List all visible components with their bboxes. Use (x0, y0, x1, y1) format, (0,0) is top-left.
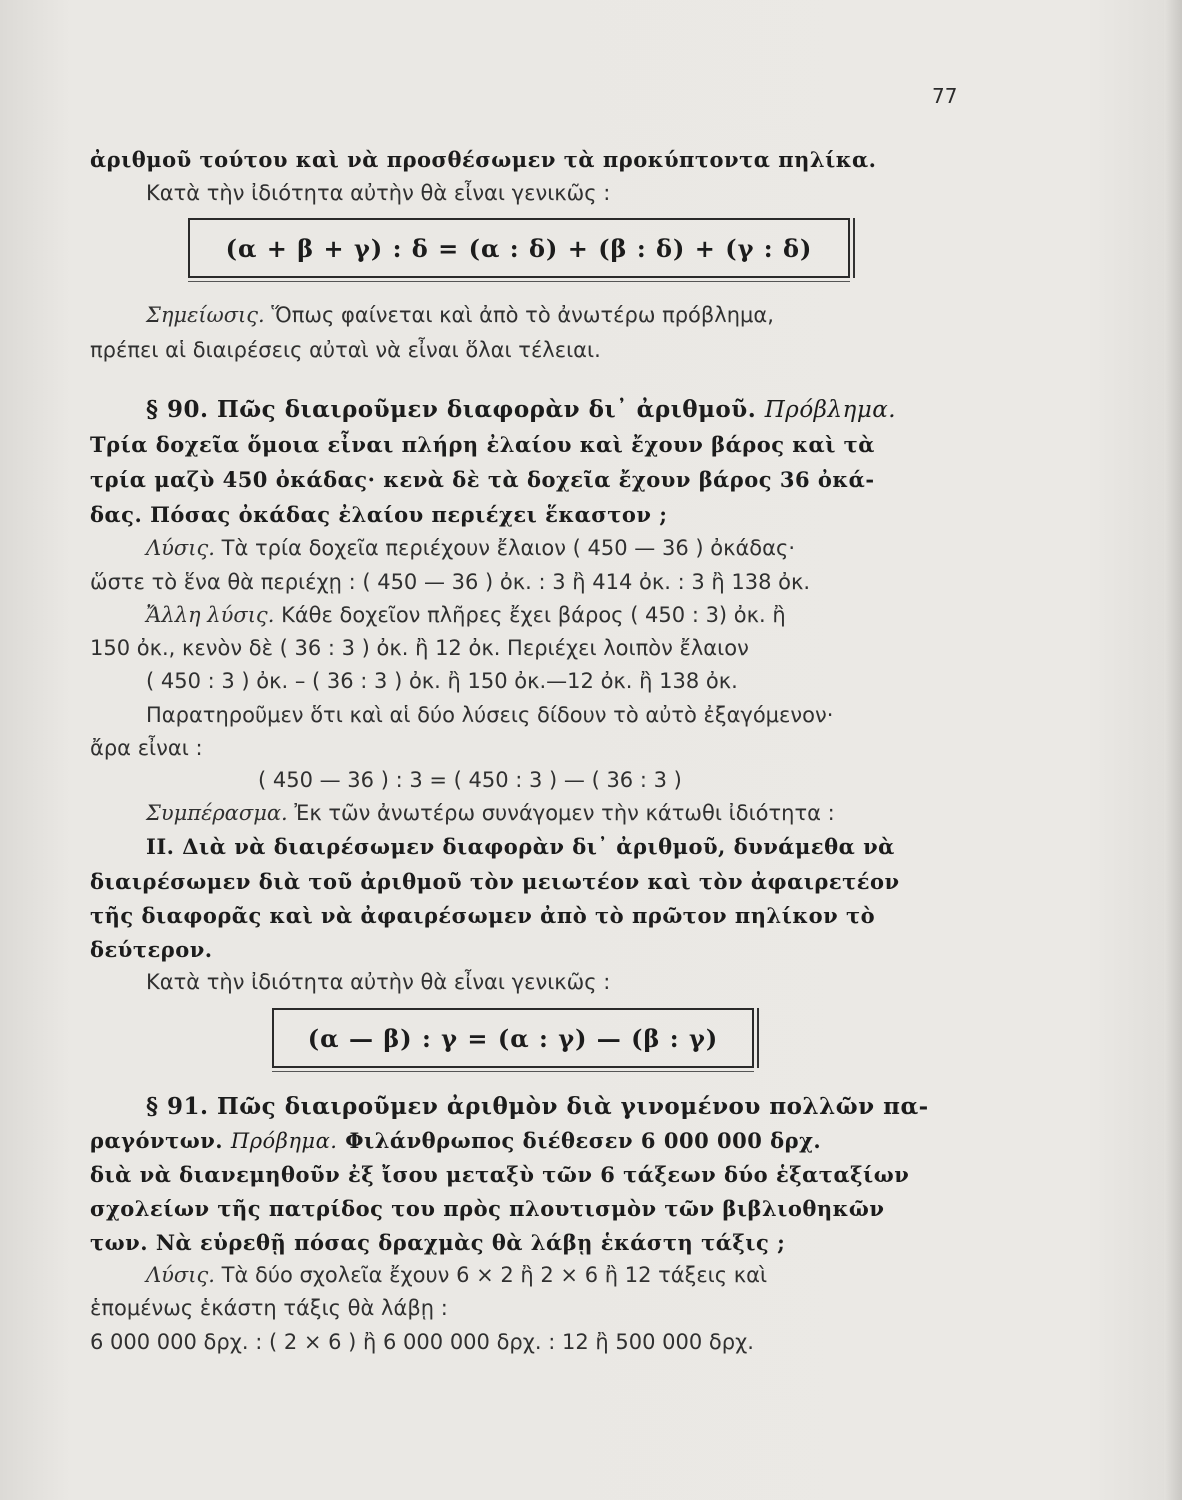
text-line: τρία μαζὺ 450 ὀκάδας· κενὰ δὲ τὰ δοχεῖα ἔχουν βάρος 36 ὀκά- (90, 467, 875, 492)
text-line: ὥστε τὸ ἕνα θὰ περιέχῃ : ( 450 — 36 ) ὀκ. : 3 ἢ 414 ὀκ. : 3 ἢ 138 ὀκ. (90, 570, 811, 594)
formula-sum: (α + β + γ) : δ = (α : δ) + (β : δ) + (γ : δ) (225, 233, 813, 263)
section-91-line (90, 1126, 821, 1156)
text-line: Τρία δοχεῖα ὅμοια εἶναι πλήρη ἐλαίου καὶ ἔχουν βάρος καὶ τὰ (90, 432, 875, 457)
equation-line: ( 450 — 36 ) : 3 = ( 450 : 3 ) — ( 36 : 3 ) (258, 768, 682, 792)
conclusion-label: Συμπέρασμα. (146, 801, 288, 825)
section-91-heading: § 91. Πῶς διαιροῦμεν ἀριθμὸν διὰ γινομένου πολλῶν πα- (146, 1093, 929, 1120)
alt-solution-text: Κάθε δοχεῖον πλῆρες ἔχει βάρος ( 450 : 3) ὀκ. ἢ (281, 603, 786, 627)
section-90-heading (146, 395, 896, 425)
solution-line (146, 1260, 767, 1290)
section-90-title: § 90. Πῶς διαιροῦμεν διαφορὰν δι᾽ ἀριθμοῦ. (146, 396, 757, 423)
text-line: ἑπομένως ἑκάστη τάξις θὰ λάβῃ : (90, 1296, 448, 1320)
rule-line: διαιρέσωμεν διὰ τοῦ ἀριθμοῦ τὸν μειωτέον καὶ τὸν ἀφαιρετέον (90, 869, 900, 894)
text-line: Κατὰ τὴν ἰδιότητα αὐτὴν θὰ εἶναι γενικῶς : (146, 970, 611, 994)
rule-line: δεύτερον. (90, 937, 213, 962)
text-part: ραγόντων. (90, 1128, 224, 1153)
text-line: ἄρα εἶναι : (90, 736, 203, 760)
alt-solution-label: Ἄλλη λύσις. (146, 603, 275, 627)
solution-label: Λύσις. (146, 1263, 215, 1287)
solution-line (146, 533, 795, 563)
problem-label: Πρόβλημα. (764, 397, 897, 423)
rule-line: II. Διὰ νὰ διαιρέσωμεν διαφορὰν δι᾽ ἀριθμοῦ, δυνάμεθα νὰ (146, 834, 895, 859)
note-label: Σημείωσις. (146, 303, 265, 327)
note-line (146, 300, 964, 330)
text-line: σχολείων τῆς πατρίδος του πρὸς πλουτισμὸν τῶν βιβλιοθηκῶν (90, 1196, 885, 1221)
solution-label: Λύσις. (146, 536, 215, 560)
formula-box-difference (272, 1008, 754, 1068)
formula-difference: (α — β) : γ = (α : γ) — (β : γ) (307, 1023, 719, 1053)
solution-text: Τὰ τρία δοχεῖα περιέχουν ἔλαιον ( 450 — 36 ) ὀκάδας· (221, 536, 795, 560)
text-line: ἀριθμοῦ τούτου καὶ νὰ προσθέσωμεν τὰ προκύπτοντα πηλίκα. (90, 147, 877, 172)
problem-label: Πρόβημα. (230, 1129, 338, 1153)
page-edge-shadow (1164, 0, 1182, 1500)
text-line: διὰ νὰ διανεμηθοῦν ἐξ ἴσου μεταξὺ τῶν 6 τάξεων δύο ἑξαταξίων (90, 1162, 910, 1187)
text-line: Παρατηροῦμεν ὅτι καὶ αἱ δύο λύσεις δίδουν τὸ αὐτὸ ἐξαγόμενον· (146, 703, 834, 727)
text-line: Κατὰ τὴν ἰδιότητα αὐτὴν θὰ εἶναι γενικῶς : (146, 181, 611, 205)
note-text: Ὅπως φαίνεται καὶ ἀπὸ τὸ ἀνωτέρω πρόβλημα, (271, 303, 774, 327)
text-line: 6 000 000 δρχ. : ( 2 × 6 ) ἢ 6 000 000 δρχ. : 12 ἢ 500 000 δρχ. (90, 1330, 754, 1354)
text-part: Φιλάνθρωπος διέθεσεν 6 000 000 δρχ. (345, 1128, 822, 1153)
conclusion-line (146, 798, 835, 828)
rule-line: τῆς διαφορᾶς καὶ νὰ ἀφαιρέσωμεν ἀπὸ τὸ πρῶτον πηλίκον τὸ (90, 903, 876, 928)
conclusion-text: Ἐκ τῶν ἀνωτέρω συνάγομεν τὴν κάτωθι ἰδιότητα : (294, 801, 835, 825)
formula-box-sum (188, 218, 850, 278)
text-line: πρέπει αἱ διαιρέσεις αὐταὶ νὰ εἶναι ὅλαι τέλειαι. (90, 338, 601, 362)
text-line: δας. Πόσας ὀκάδας ἐλαίου περιέχει ἕκαστον ; (90, 502, 668, 527)
text-line: 150 ὀκ., κενὸν δὲ ( 36 : 3 ) ὀκ. ἢ 12 ὀκ. Περιέχει λοιπὸν ἔλαιον (90, 636, 749, 660)
text-line: των. Νὰ εὑρεθῇ πόσας δραχμὰς θὰ λάβῃ ἑκάστη τάξις ; (90, 1230, 786, 1255)
solution-text: Τὰ δύο σχολεῖα ἔχουν 6 × 2 ἢ 2 × 6 ἢ 12 τάξεις καὶ (221, 1263, 768, 1287)
alt-solution-line (146, 600, 786, 630)
page-number: 77 (932, 84, 958, 108)
text-line: ( 450 : 3 ) ὀκ. – ( 36 : 3 ) ὀκ. ἢ 150 ὀκ.—12 ὀκ. ἢ 138 ὀκ. (146, 669, 738, 693)
